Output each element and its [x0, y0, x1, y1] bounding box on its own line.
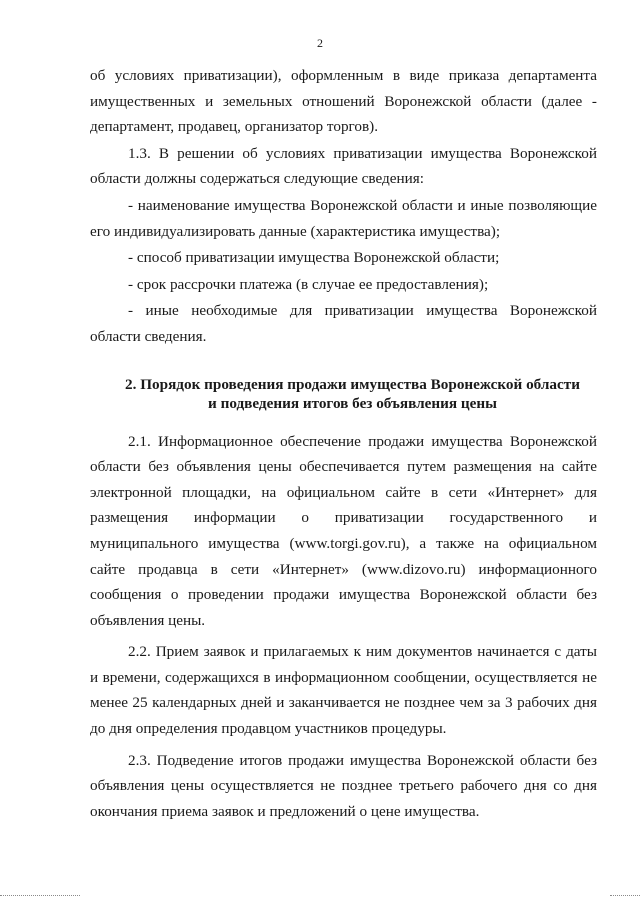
- paragraph-2-1: 2.1. Информационное обеспечение продажи имущества Воронежской области без объявления цены обеспечивается путем размещения на сайте электронной площадки, на официальном сайте в сети «Интернет» для размещения информации о приватизации государственного и муниципального имущества (www.torgi.gov.ru), а также на официальном сайте продавца в сети «Интернет» (www.dizovo.ru) информационного сообщения о проведении продажи имущества Воронежской области без объявления цены.: [90, 432, 597, 629]
- footer-divider-right: [610, 895, 640, 896]
- list-item-method: - способ приватизации имущества Воронежской области;: [128, 249, 500, 267]
- list-item-name: - наименование имущества Воронежской области и иные позволяющие его индивидуализировать данные (характеристика имущества);: [90, 196, 597, 240]
- document-body: [90, 63, 597, 824]
- paragraph-1-3: 1.3. В решении об условиях приватизации имущества Воронежской области должны содержаться следующие сведения:: [90, 144, 597, 188]
- footer-divider: [0, 895, 80, 896]
- section-2-heading-line-2: и подведения итогов без объявления цены: [208, 394, 497, 412]
- section-2-heading: [90, 375, 597, 413]
- section-2-heading-line-1: 2. Порядок проведения продажи имущества Воронежской области: [125, 375, 580, 393]
- paragraph-continuation: об условиях приватизации), оформленным в виде приказа департамента имущественных и земельных отношений Воронежской области (далее - департамент, продавец, организатор торгов).: [90, 67, 597, 136]
- page-number: 2: [317, 36, 323, 50]
- list-item-installment: - срок рассрочки платежа (в случае ее предоставления);: [128, 275, 489, 293]
- paragraph-2-2: 2.2. Прием заявок и прилагаемых к ним документов начинается с даты и времени, содержащихся в информационном сообщении, осуществляется не менее 25 календарных дней и заканчивается не позднее чем за 3 рабочих дня до дня определения продавцом участников процедуры.: [90, 643, 597, 738]
- list-item-other: - иные необходимые для приватизации имущества Воронежской области сведения.: [90, 302, 597, 345]
- paragraph-2-3: 2.3. Подведение итогов продажи имущества Воронежской области без объявления цены осуществляется не позднее третьего рабочего дня со дня окончания приема заявок и предложений о цене имущества.: [90, 751, 597, 820]
